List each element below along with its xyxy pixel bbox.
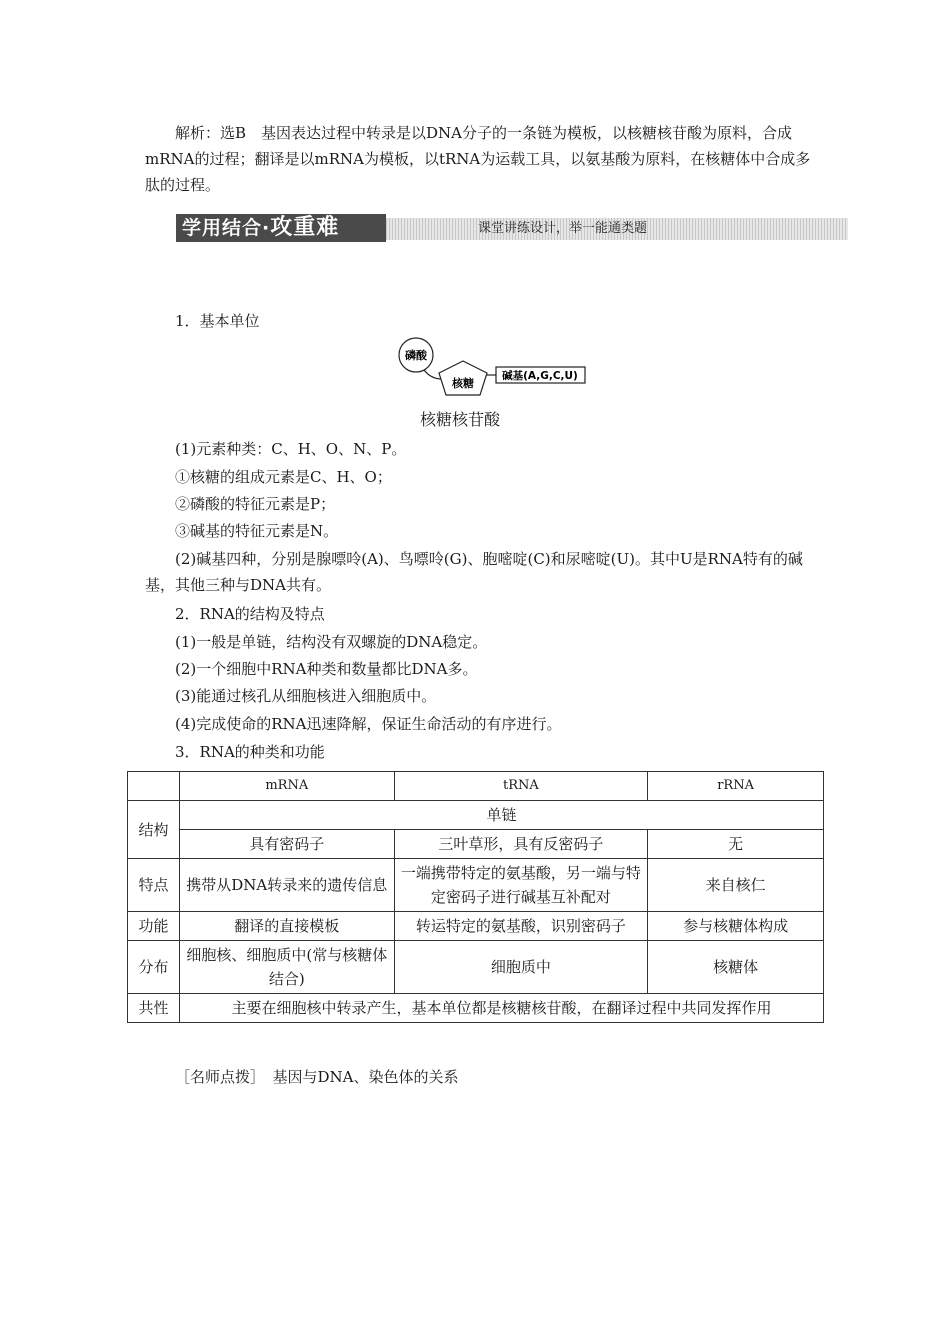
feature-trna: 一端携带特定的氨基酸，另一端与特定密码子进行碱基互补配对 — [394, 859, 648, 912]
s2-item-4: (4)完成使命的RNA迅速降解，保证生命活动的有序进行。 — [175, 715, 562, 733]
table-row — [128, 912, 824, 941]
header-rrna: rRNA — [648, 772, 824, 801]
header-mrna: mRNA — [179, 772, 394, 801]
banner-title — [176, 214, 386, 242]
nucleotide-diagram — [395, 337, 595, 401]
s1-item-3: ②磷酸的特征元素是P； — [175, 495, 336, 513]
row-label-common: 共性 — [128, 994, 180, 1023]
banner-title-b: 攻重难 — [270, 215, 340, 240]
structure-rrna: 无 — [648, 830, 824, 859]
feature-rrna: 来自核仁 — [648, 859, 824, 912]
structure-trna: 三叶草形，具有反密码子 — [394, 830, 648, 859]
diagram-caption: 核糖核苷酸 — [420, 410, 501, 429]
row-label-distribution: 分布 — [128, 941, 180, 994]
distribution-trna: 细胞质中 — [394, 941, 648, 994]
feature-mrna: 携带从DNA转录来的遗传信息 — [179, 859, 394, 912]
table-row — [128, 859, 824, 912]
section3-heading: 3．RNA的种类和功能 — [175, 743, 325, 761]
function-mrna: 翻译的直接模板 — [179, 912, 394, 941]
banner-title-a: 学用结合· — [182, 217, 271, 239]
structure-shared: 单链 — [179, 801, 823, 830]
structure-mrna: 具有密码子 — [179, 830, 394, 859]
section2-heading: 2．RNA的结构及特点 — [175, 605, 325, 623]
phosphate-label: 磷酸 — [405, 349, 427, 362]
table-row — [128, 801, 824, 830]
s2-item-3: (3)能通过核孔从细胞核进入细胞质中。 — [175, 687, 437, 705]
function-trna: 转运特定的氨基酸，识别密码子 — [394, 912, 648, 941]
common-text: 主要在细胞核中转录产生，基本单位都是核糖核苷酸，在翻译过程中共同发挥作用 — [179, 994, 823, 1023]
table-row — [128, 994, 824, 1023]
section-banner — [176, 214, 848, 242]
row-label-structure: 结构 — [128, 801, 180, 859]
teacher-tip: ［名师点拨］ 基因与DNA、染色体的关系 — [175, 1068, 459, 1086]
s2-item-1: (1)一般是单链，结构没有双螺旋的DNA稳定。 — [175, 633, 488, 651]
header-empty — [128, 772, 180, 801]
distribution-rrna: 核糖体 — [648, 941, 824, 994]
table-row — [128, 941, 824, 994]
section1-heading: 1．基本单位 — [175, 312, 260, 330]
table-row — [128, 830, 824, 859]
s2-item-2: (2)一个细胞中RNA种类和数量都比DNA多。 — [175, 660, 478, 678]
s1-item-1: (1)元素种类：C、H、O、N、P。 — [175, 440, 407, 458]
row-label-function: 功能 — [128, 912, 180, 941]
s1-item-5: (2)碱基四种，分别是腺嘌呤(A)、鸟嘌呤(G)、胞嘧啶(C)和尿嘧啶(U)。其中U是RNA特有的碱基，其他三种与DNA共有。 — [145, 550, 803, 594]
analysis-paragraph: 解析：选B 基因表达过程中转录是以DNA分子的一条链为模板，以核糖核苷酸为原料，合成mRNA的过程；翻译是以mRNA为模板，以tRNA为运载工具，以氨基酸为原料，在核糖体中合成多肽的过程。 — [145, 124, 811, 194]
s1-item-4: ③碱基的特征元素是N。 — [175, 522, 339, 540]
ribose-label: 核糖 — [452, 377, 474, 390]
table-header-row — [128, 772, 824, 801]
function-rrna: 参与核糖体构成 — [648, 912, 824, 941]
distribution-mrna: 细胞核、细胞质中(常与核糖体结合) — [179, 941, 394, 994]
rna-types-table — [127, 771, 824, 1023]
header-trna: tRNA — [394, 772, 648, 801]
base-label: 碱基(A,G,C,U) — [502, 370, 578, 382]
s1-item-2: ①核糖的组成元素是C、H、O； — [175, 468, 392, 486]
banner-subtitle: 课堂讲练设计，举一能通类题 — [478, 221, 648, 236]
row-label-feature: 特点 — [128, 859, 180, 912]
